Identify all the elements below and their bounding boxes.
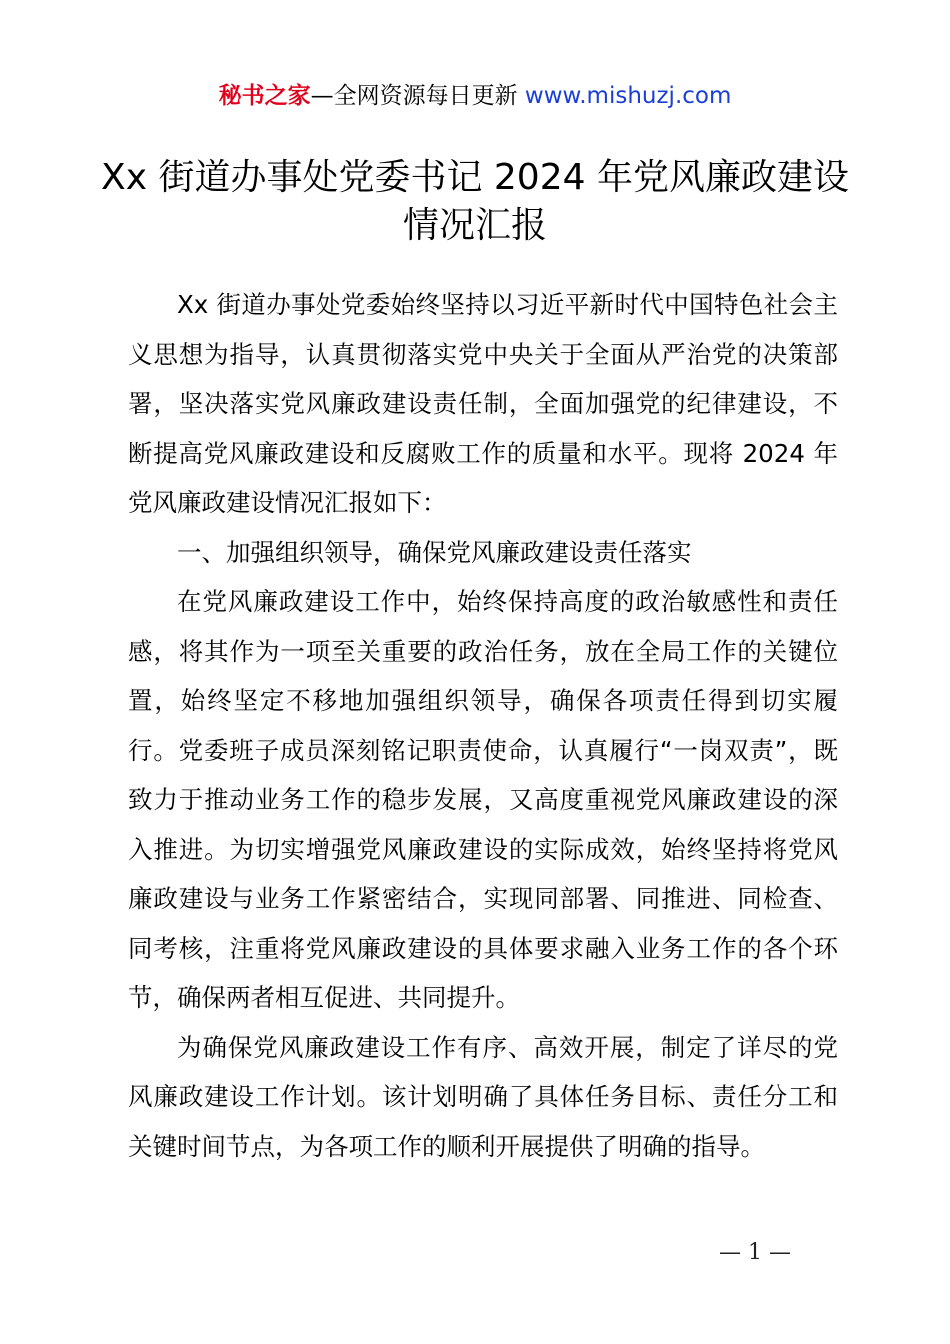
intro-paragraph: Xx 街道办事处党委始终坚持以习近平新时代中国特色社会主义思想为指导，认真贯彻落实党中央关于全面从严治党的决策部署，坚决落实党风廉政建设责任制，全面加强党的纪律建设，不断提高党风廉政建设和反腐败工作的质量和水平。现将 2024 年党风廉政建设情况汇报如下： bbox=[128, 290, 838, 517]
body-paragraph: 在党风廉政建设工作中，始终保持高度的政治敏感性和责任感，将其作为一项至关重要的政治任务，放在全局工作的关键位置，始终坚定不移地加强组织领导，确保各项责任得到切实履行。党委班子成员深刻铭记职责使命，认真履行“一岗双责”，既致力于推动业务工作的稳步发展，又高度重视党风廉政建设的深入推进。为切实增强党风廉政建设的实际成效，始终坚持将党风廉政建设与业务工作紧密结合，实现同部署、同推进、同检查、同考核，注重将党风廉政建设的具体要求融入业务工作的各个环节，确保两者相互促进、共同提升。 bbox=[128, 587, 838, 1012]
brand-name: 秘书之家 bbox=[218, 83, 311, 109]
site-header bbox=[0, 80, 950, 112]
header-tagline: —全网资源每日更新 bbox=[310, 83, 518, 109]
document-body bbox=[128, 280, 838, 1171]
section-heading: 一、加强组织领导，确保党风廉政建设责任落实 bbox=[177, 537, 692, 567]
body-paragraph: 为确保党风廉政建设工作有序、高效开展，制定了详尽的党风廉政建设工作计划。该计划明确了具体任务目标、责任分工和关键时间节点，为各项工作的顺利开展提供了明确的指导。 bbox=[128, 1032, 838, 1161]
document-title: Xx 街道办事处党委书记 2024 年党风廉政建设情况汇报 bbox=[101, 157, 849, 246]
site-url-link[interactable]: www.mishuzj.com bbox=[524, 83, 732, 109]
page-number: — 1 — bbox=[719, 1240, 791, 1265]
